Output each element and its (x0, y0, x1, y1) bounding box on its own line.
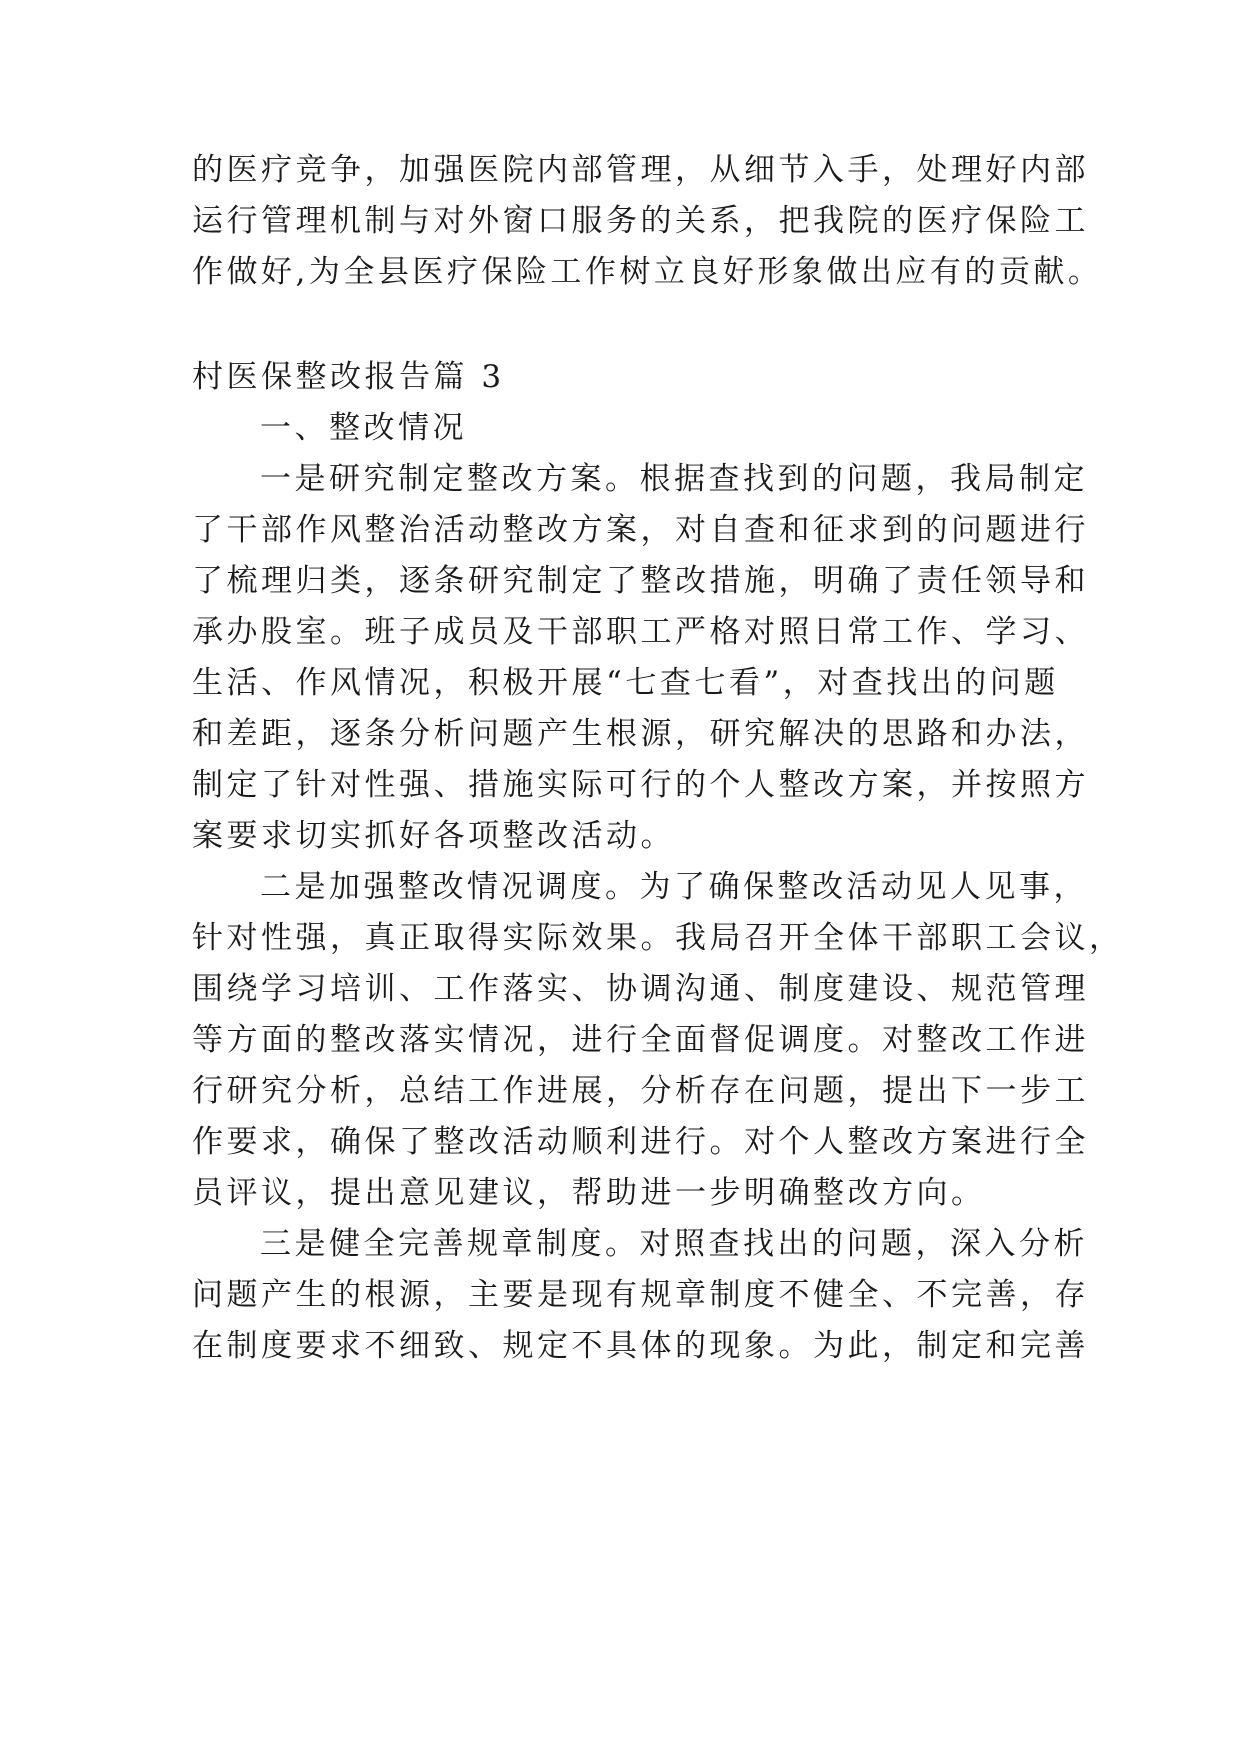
text-line: 的医疗竞争，加强医院内部管理，从细节入手，处理好内部 (192, 152, 1089, 188)
text-line: 一是研究制定整改方案。根据查找到的问题，我局制定 (260, 461, 1088, 497)
text-line: 制定了针对性强、措施实际可行的个人整改方案，并按照方 (192, 767, 1089, 803)
paragraph-1 (192, 454, 1089, 862)
subheading (192, 403, 1052, 454)
text-line: 作做好,为全县医疗保险工作树立良好形象做出应有的贡献。 (192, 254, 1103, 290)
text-line: 了梳理归类，逐条研究制定了整改措施，明确了责任领导和 (192, 563, 1089, 599)
paragraph-3 (192, 1219, 1089, 1372)
text-line: 问题产生的根源，主要是现有规章制度不健全、不完善，存 (192, 1277, 1089, 1313)
section-title (192, 352, 1052, 403)
text-line: 二是加强整改情况调度。为了确保整改活动见人见事， (260, 869, 1088, 905)
text-line: 承办股室。班子成员及干部职工严格对照日常工作、学习、 (192, 614, 1089, 650)
text-line: 和差距，逐条分析问题产生根源，研究解决的思路和办法， (192, 716, 1089, 752)
text-line: 在制度要求不细致、规定不具体的现象。为此，制定和完善 (192, 1328, 1089, 1364)
text-line: 行研究分析，总结工作进展，分析存在问题，提出下一步工 (192, 1073, 1089, 1109)
text-line: 了干部作风整治活动整改方案，对自查和征求到的问题进行 (192, 512, 1089, 548)
text-line: 围绕学习培训、工作落实、协调沟通、制度建设、规范管理 (192, 971, 1089, 1007)
text-line: 员评议，提出意见建议，帮助进一步明确整改方向。 (192, 1175, 986, 1211)
text-line: 作要求，确保了整改活动顺利进行。对个人整改方案进行全 (192, 1124, 1089, 1160)
text-line: 等方面的整改落实情况，进行全面督促调度。对整改工作进 (192, 1022, 1089, 1058)
intro-paragraph (192, 145, 1103, 298)
section-title-text: 村医保整改报告篇 3 (192, 359, 505, 395)
text-line: 三是健全完善规章制度。对照查找出的问题，深入分析 (260, 1226, 1088, 1262)
subheading-text: 一、整改情况 (260, 410, 467, 446)
paragraph-2 (192, 862, 1124, 1219)
text-line: 针对性强，真正取得实际效果。我局召开全体干部职工会议， (192, 920, 1124, 956)
text-line: 生活、作风情况，积极开展“七查七看”，对查找出的问题 (192, 665, 1059, 701)
text-line: 运行管理机制与对外窗口服务的关系，把我院的医疗保险工 (192, 203, 1089, 239)
text-line: 案要求切实抓好各项整改活动。 (192, 818, 675, 854)
